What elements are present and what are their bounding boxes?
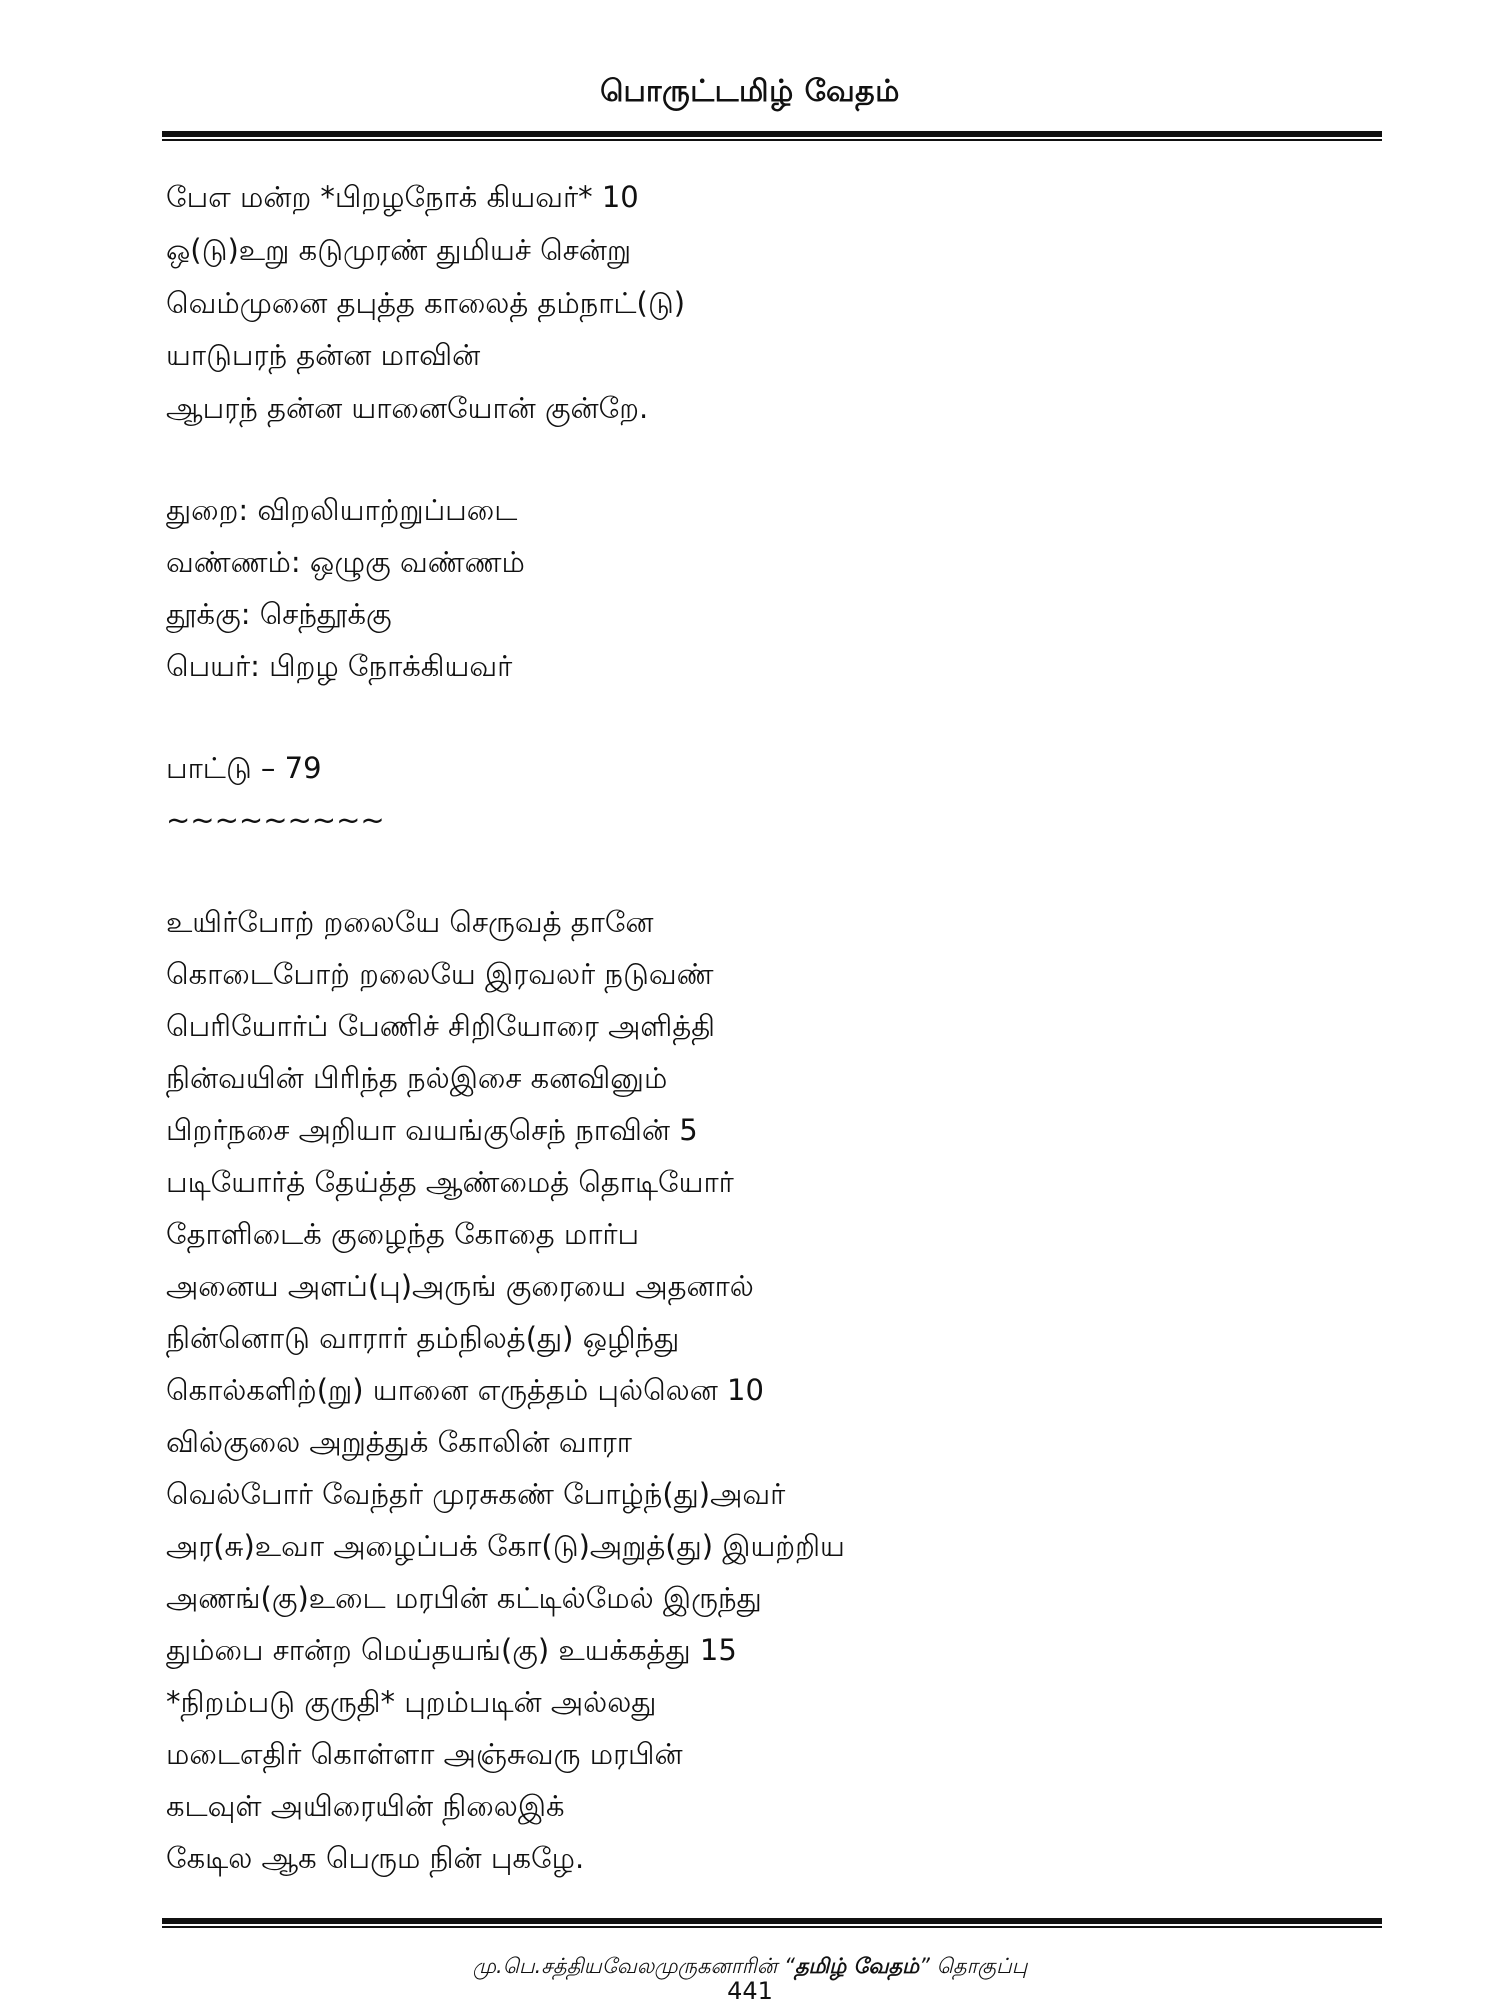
page-title: பொருட்டமிழ் வேதம்: [600, 74, 900, 109]
verse-line: படியோர்த் தேய்த்த ஆண்மைத் தொடியோர்: [166, 1165, 734, 1199]
verse-line: அணங்(கு)உடை மரபின் கட்டில்மேல் இருந்து: [166, 1581, 762, 1615]
verse-line: வில்குலை அறுத்துக் கோலின் வாரா: [166, 1425, 632, 1459]
verse-line: உயிர்போற் றலையே செருவத் தானே: [166, 905, 654, 939]
song-divider: ~~~~~~~~~: [166, 803, 385, 837]
verse-line: அர(சு)உவா அழைப்பக் கோ(டு)அறுத்(து) இயற்றிய: [166, 1529, 845, 1563]
verse-line: கொல்களிற்(று) யானை எருத்தம் புல்லென 10: [166, 1373, 764, 1407]
verse-line: ஒ(டு)உறு கடுமுரண் துமியச் சென்று: [166, 233, 632, 267]
verse-line: வெல்போர் வேந்தர் முரசுகண் போழ்ந்(து)அவர்: [166, 1477, 786, 1511]
meta-line: பெயர்: பிறழ நோக்கியவர்: [166, 649, 513, 683]
meta-line: தூக்கு: செந்தூக்கு: [166, 597, 392, 631]
verse-line: நின்வயின் பிரிந்த நல்இசை கனவினும்: [166, 1061, 668, 1095]
meta-line: துறை: விறலியாற்றுப்படை: [166, 493, 518, 527]
verse-line: கொடைபோற் றலையே இரவலர் நடுவண்: [166, 957, 714, 991]
verse-line: ஆபரந் தன்ன யானையோன் குன்றே.: [166, 391, 649, 425]
footer-credit-title: தமிழ் வேதம்: [794, 1954, 919, 1978]
verse-line: *நிறம்படு குருதி* புறம்படின் அல்லது: [166, 1685, 657, 1719]
verse-line: மடைஎதிர் கொள்ளா அஞ்சுவரு மரபின்: [166, 1737, 683, 1771]
header-rule-thick: [162, 131, 1382, 137]
verse-line: கேடில ஆக பெரும நின் புகழே.: [166, 1841, 585, 1875]
footer-rule-thin: [162, 1926, 1382, 1928]
verse-line: கடவுள் அயிரையின் நிலைஇக்: [166, 1789, 565, 1823]
header-rule-thin: [162, 139, 1382, 141]
song-heading: பாட்டு – 79: [166, 751, 322, 785]
verse-line: தும்பை சான்ற மெய்தயங்(கு) உயக்கத்து 15: [166, 1633, 737, 1667]
footer-credit-prefix: மு.பெ.சத்தியவேலமுருகனாரின் “: [472, 1954, 795, 1978]
verse-line: நின்னொடு வாரார் தம்நிலத்(து) ஒழிந்து: [166, 1321, 680, 1355]
verse-line: வெம்முனை தபுத்த காலைத் தம்நாட்(டு): [166, 286, 686, 320]
footer-credit-suffix: ” தொகுப்பு: [919, 1954, 1028, 1978]
verse-line: பிறர்நசை அறியா வயங்குசெந் நாவின் 5: [166, 1113, 698, 1147]
verse-line: பேஎ மன்ற *பிறழநோக் கியவர்* 10: [166, 180, 639, 214]
verse-line: அனைய அளப்(பு)அருங் குரையை அதனால்: [166, 1269, 754, 1303]
meta-line: வண்ணம்: ஒழுகு வண்ணம்: [166, 545, 525, 579]
verse-line: யாடுபரந் தன்ன மாவின்: [166, 338, 481, 372]
page-number: 441: [727, 1977, 773, 2005]
verse-line: தோளிடைக் குழைந்த கோதை மார்ப: [166, 1217, 640, 1251]
verse-line: பெரியோர்ப் பேணிச் சிறியோரை அளித்தி: [166, 1009, 716, 1043]
footer-rule-thick: [162, 1918, 1382, 1924]
